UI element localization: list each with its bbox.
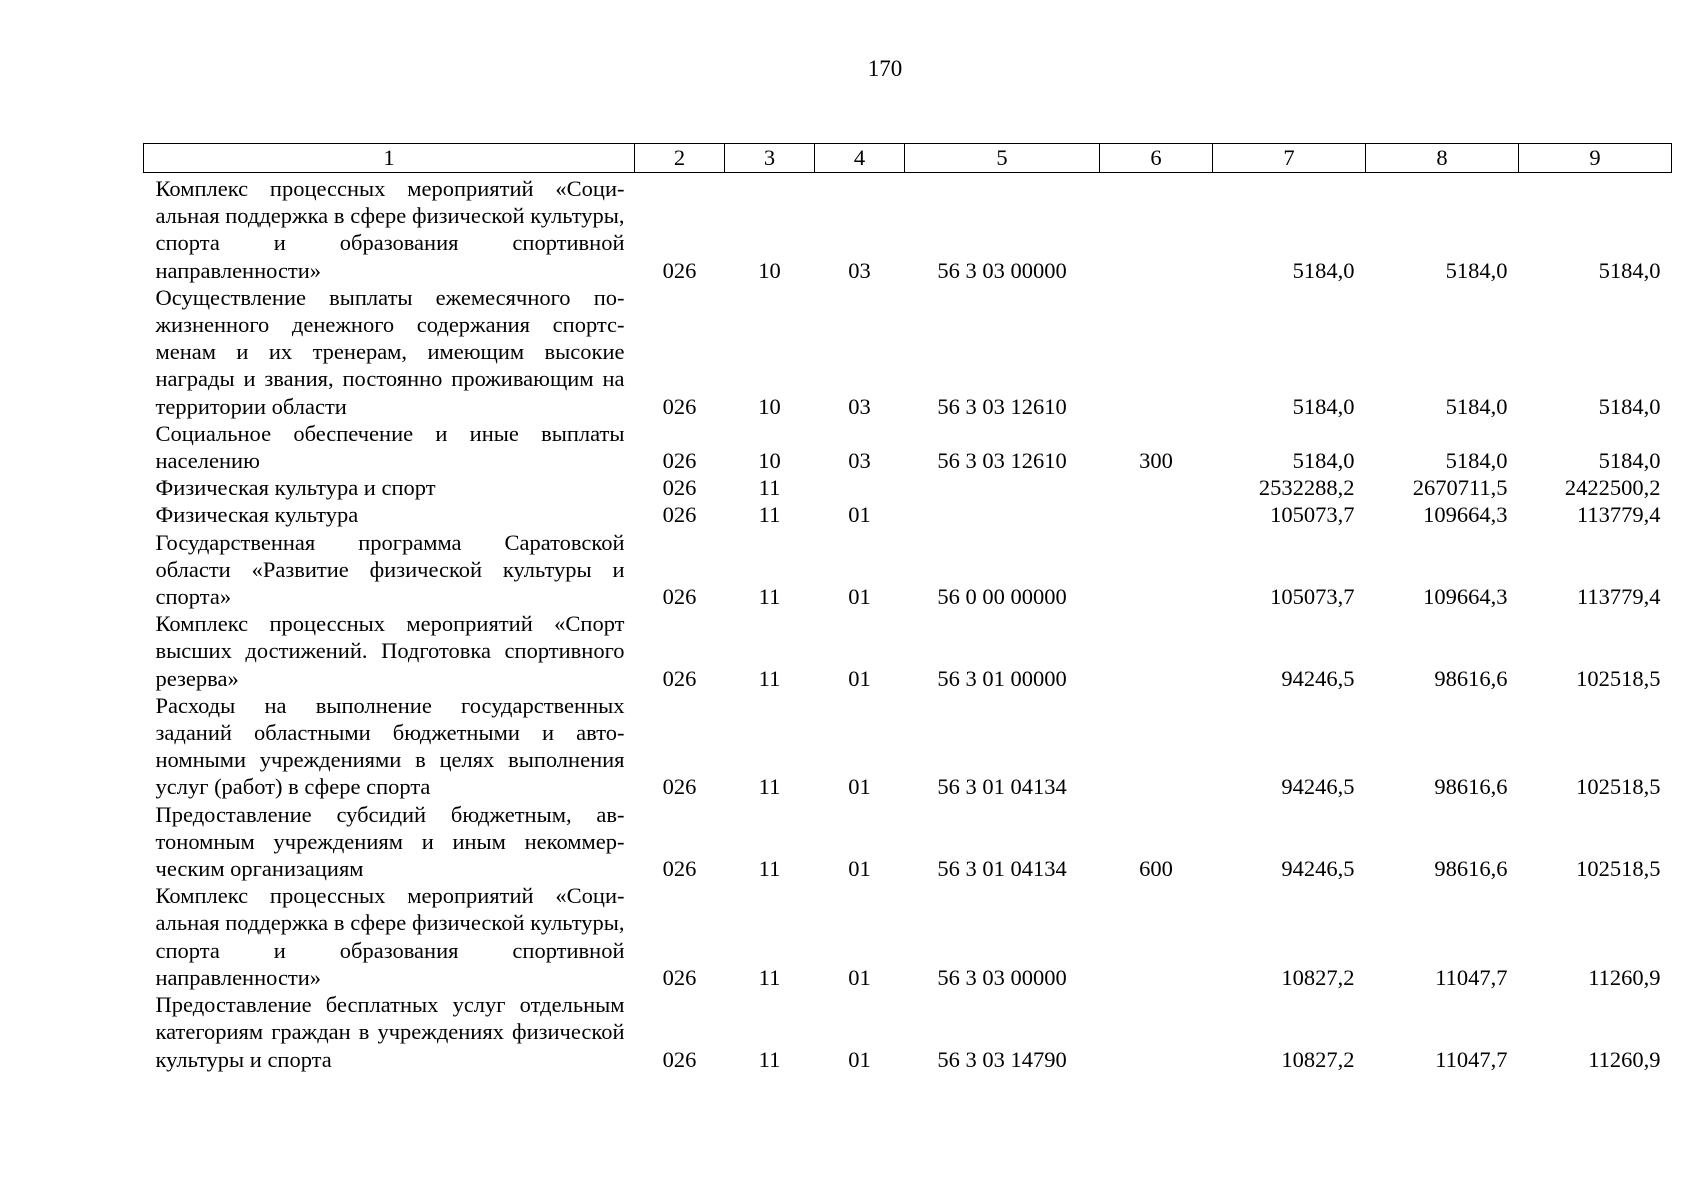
- section-code: 10: [758, 448, 781, 474]
- table-row: [144, 284, 1672, 420]
- amount-year-1: 5184,0: [1292, 393, 1355, 419]
- amount-year-1: 10827,2: [1281, 1046, 1355, 1072]
- column-number-row: [144, 144, 1672, 173]
- target-article-code: [905, 501, 1100, 528]
- amount-year-1: 94246,5: [1281, 665, 1355, 691]
- amount-year-2: 11047,7: [1435, 964, 1508, 990]
- table-row: [144, 501, 1672, 528]
- column-number-5: 5: [905, 144, 1100, 173]
- subsection-code: 03: [848, 393, 871, 419]
- amount-year-3: 11260,9: [1588, 964, 1661, 990]
- expense-type-code: [1100, 610, 1213, 692]
- amount-year-3: 102518,5: [1576, 856, 1661, 882]
- amount-year-1: 2532288,2: [1258, 475, 1355, 501]
- section-code: 11: [758, 964, 781, 990]
- section-code: 11: [758, 475, 781, 501]
- subsection-code: 01: [848, 774, 871, 800]
- subsection-code: 01: [848, 665, 871, 691]
- expense-type-code: [1100, 284, 1213, 420]
- amount-year-3: 5184,0: [1598, 257, 1661, 283]
- table-row: [144, 610, 1672, 692]
- table-row: [144, 529, 1672, 611]
- table-row: [144, 882, 1672, 991]
- expense-type-code: [1100, 501, 1213, 528]
- amount-year-2: 5184,0: [1445, 448, 1508, 474]
- amount-year-2: 11047,7: [1435, 1046, 1508, 1072]
- amount-year-2: 98616,6: [1434, 774, 1508, 800]
- row-name: Осуществление выплаты ежемесячного пожизненного денежного содержания спортсменам и их тренерам, имеющим высокие награды и звания, постоянно проживающим на территории области: [155, 284, 625, 419]
- table-row: [144, 692, 1672, 801]
- amount-year-3: 5184,0: [1598, 393, 1661, 419]
- column-number-2: 2: [635, 144, 725, 173]
- expense-type-code: 300: [1139, 448, 1173, 474]
- ministry-code: 026: [662, 964, 697, 990]
- target-article-code: 56 3 03 00000: [937, 964, 1067, 990]
- column-number-9: 9: [1519, 144, 1672, 173]
- section-code: 11: [758, 856, 781, 882]
- amount-year-2: 98616,6: [1434, 856, 1508, 882]
- ministry-code: 026: [662, 257, 697, 283]
- amount-year-3: 102518,5: [1576, 665, 1661, 691]
- row-name: Физическая культура: [155, 502, 359, 528]
- amount-year-1: 10827,2: [1281, 964, 1355, 990]
- column-number-3: 3: [725, 144, 815, 173]
- row-name: Комплекс процессных мероприятий «Спорт высших достижений. Подготовка спортивного резерва»: [155, 611, 625, 691]
- row-name: Комплекс процессных мероприятий «Социальная поддержка в сфере физической культуры, спорта и образования спортивной направленности»: [155, 883, 625, 990]
- row-name: Физическая культура и спорт: [155, 475, 436, 501]
- target-article-code: 56 3 01 04134: [937, 774, 1067, 800]
- ministry-code: 026: [662, 774, 697, 800]
- target-article-code: 56 3 03 14790: [937, 1046, 1067, 1072]
- row-name: Комплекс процессных мероприятий «Социальная поддержка в сфере физической культуры, спорта и образования спортивной направленности»: [155, 176, 625, 283]
- section-code: 11: [758, 774, 781, 800]
- expense-type-code: [1100, 474, 1213, 501]
- table-row: [144, 801, 1672, 883]
- target-article-code: 56 0 00 00000: [937, 584, 1067, 610]
- amount-year-3: 2422500,2: [1564, 475, 1661, 501]
- budget-table: [143, 143, 1672, 1073]
- amount-year-2: 2670711,5: [1412, 475, 1508, 501]
- ministry-code: 026: [662, 665, 697, 691]
- amount-year-3: 5184,0: [1598, 448, 1661, 474]
- expense-type-code: [1100, 529, 1213, 611]
- expense-type-code: [1100, 991, 1213, 1073]
- table-row: [144, 420, 1672, 474]
- ministry-code: 026: [662, 1046, 697, 1072]
- table-row: [144, 173, 1672, 284]
- page-number: 170: [867, 56, 903, 81]
- expense-type-code: [1100, 692, 1213, 801]
- amount-year-1: 105073,7: [1270, 584, 1355, 610]
- expense-type-code: 600: [1139, 856, 1173, 882]
- row-name: Предоставление бесплатных услуг отдельным категориям граждан в учреждениях физической культуры и спорта: [155, 992, 625, 1072]
- amount-year-3: 113779,4: [1576, 584, 1661, 610]
- ministry-code: 026: [662, 856, 697, 882]
- subsection-code: 03: [848, 448, 871, 474]
- row-name: Расходы на выполнение государственных заданий областными бюджетными и автономными учреждениями в целях выполнения услуг (работ) в сфере спорта: [155, 692, 625, 800]
- amount-year-1: 5184,0: [1292, 257, 1355, 283]
- amount-year-3: 102518,5: [1576, 774, 1661, 800]
- target-article-code: 56 3 03 12610: [937, 448, 1067, 474]
- column-number-4: 4: [815, 144, 905, 173]
- column-number-7: 7: [1213, 144, 1366, 173]
- expense-type-code: [1100, 173, 1213, 284]
- amount-year-1: 94246,5: [1281, 856, 1355, 882]
- target-article-code: 56 3 01 04134: [937, 856, 1067, 882]
- subsection-code: 01: [848, 502, 871, 528]
- section-code: 11: [758, 502, 781, 528]
- amount-year-2: 98616,6: [1434, 665, 1508, 691]
- ministry-code: 026: [662, 584, 697, 610]
- ministry-code: 026: [662, 393, 697, 419]
- target-article-code: 56 3 03 00000: [937, 257, 1067, 283]
- subsection-code: 01: [848, 964, 871, 990]
- amount-year-1: 105073,7: [1270, 502, 1355, 528]
- target-article-code: [905, 474, 1100, 501]
- subsection-code: 03: [848, 257, 871, 283]
- ministry-code: 026: [662, 502, 697, 528]
- amount-year-1: 5184,0: [1292, 448, 1355, 474]
- expense-type-code: [1100, 882, 1213, 991]
- target-article-code: 56 3 01 00000: [937, 665, 1067, 691]
- subsection-code: [815, 474, 905, 501]
- row-name: Предоставление субсидий бюджетным, автономным учреждениям и иным некоммерческим организациям: [155, 801, 625, 882]
- amount-year-1: 94246,5: [1281, 774, 1355, 800]
- table-row: [144, 991, 1672, 1073]
- section-code: 10: [758, 393, 781, 419]
- ministry-code: 026: [662, 448, 697, 474]
- row-name: Социальное обеспечение и иные выплаты населению: [155, 420, 625, 474]
- section-code: 10: [758, 257, 781, 283]
- subsection-code: 01: [848, 856, 871, 882]
- row-name: Государственная программа Саратовской области «Развитие физической культуры и спорта»: [155, 529, 625, 610]
- subsection-code: 01: [848, 584, 871, 610]
- section-code: 11: [758, 665, 781, 691]
- section-code: 11: [758, 584, 781, 610]
- amount-year-3: 113779,4: [1576, 502, 1661, 528]
- subsection-code: 01: [848, 1046, 871, 1072]
- amount-year-3: 11260,9: [1588, 1046, 1661, 1072]
- section-code: 11: [758, 1046, 781, 1072]
- ministry-code: 026: [662, 475, 697, 501]
- amount-year-2: 109664,3: [1423, 584, 1508, 610]
- amount-year-2: 5184,0: [1445, 393, 1508, 419]
- column-number-8: 8: [1366, 144, 1519, 173]
- table-row: [144, 474, 1672, 501]
- target-article-code: 56 3 03 12610: [937, 393, 1067, 419]
- table-body: [144, 173, 1672, 1073]
- amount-year-2: 5184,0: [1445, 257, 1508, 283]
- amount-year-2: 109664,3: [1423, 502, 1508, 528]
- column-number-1: 1: [144, 144, 635, 173]
- column-number-6: 6: [1100, 144, 1213, 173]
